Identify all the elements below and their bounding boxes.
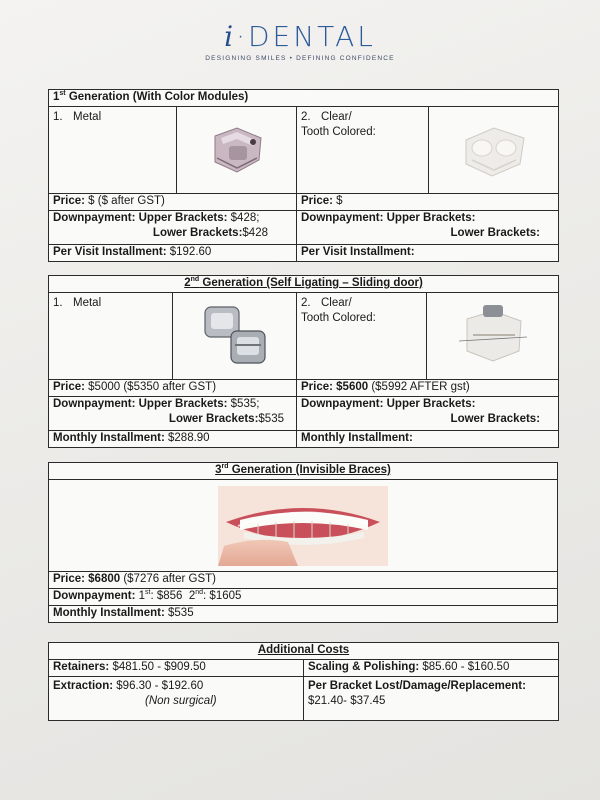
gen1-metal-label: 1. Metal <box>49 107 177 194</box>
scaling-polishing-cost: Scaling & Polishing: $85.60 - $160.50 <box>304 660 559 677</box>
gen1-clear-price: Price: $ <box>297 194 559 211</box>
logo-tagline: DESIGNING SMILES • DEFINING CONFIDENCE <box>205 55 395 62</box>
gen1-clear-downpayment: Downpayment: Upper Brackets: Lower Brackets: <box>297 211 559 245</box>
gen1-metal-price: Price: $ ($ after GST) <box>49 194 297 211</box>
gen1-metal-installment: Per Visit Installment: $192.60 <box>49 245 297 262</box>
gen1-table <box>48 89 559 262</box>
additional-costs-title: Additional Costs <box>49 643 559 660</box>
gen2-clear-installment: Monthly Installment: <box>297 431 559 448</box>
gen2-metal-downpayment: Downpayment: Upper Brackets: $535; Lower Brackets:$535 <box>49 397 297 431</box>
gen1-metal-downpayment: Downpayment: Upper Brackets: $428; Lower Brackets:$428 <box>49 211 297 245</box>
gen3-aligner-image <box>49 480 558 572</box>
logo-wordmark: i·DENTAL <box>224 20 376 53</box>
gen1-clear-installment: Per Visit Installment: <box>297 245 559 262</box>
gen2-clear-price: Price: $5600 ($5992 AFTER gst) <box>297 380 559 397</box>
gen2-metal-price: Price: $5000 ($5350 after GST) <box>49 380 297 397</box>
gen1-metal-bracket-image <box>177 107 297 194</box>
gen3-table <box>48 462 558 623</box>
additional-costs-table <box>48 642 559 721</box>
gen2-title: 2nd Generation (Self Ligating – Sliding door) <box>49 276 559 293</box>
gen3-price: Price: $6800 ($7276 after GST) <box>49 572 558 589</box>
gen2-clear-downpayment: Downpayment: Upper Brackets: Lower Brackets: <box>297 397 559 431</box>
gen3-title: 3rd Generation (Invisible Braces) <box>49 463 558 480</box>
gen3-downpayment: Downpayment: 1st: $856 2nd: $1605 <box>49 589 558 606</box>
logo <box>0 20 600 62</box>
bracket-replacement-value: $21.40- $37.45 <box>308 695 386 707</box>
gen2-metal-bracket-image <box>173 293 297 380</box>
gen2-metal-installment: Monthly Installment: $288.90 <box>49 431 297 448</box>
retainers-cost: Retainers: $481.50 - $909.50 <box>49 660 304 677</box>
gen2-table <box>48 275 559 448</box>
bracket-replacement-cost: Per Bracket Lost/Damage/Replacement: $21.40- $37.45 <box>304 677 559 721</box>
extraction-cost: Extraction: $96.30 - $192.60 (Non surgical) <box>49 677 304 721</box>
gen1-clear-label: 2. Clear/ Tooth Colored: <box>297 107 429 194</box>
gen2-metal-label: 1. Metal <box>49 293 173 380</box>
gen3-installment: Monthly Installment: $535 <box>49 606 558 623</box>
extraction-note: (Non surgical) <box>145 695 217 707</box>
gen2-clear-label: 2. Clear/ Tooth Colored: <box>297 293 427 380</box>
gen1-title: 1st Generation (With Color Modules) <box>49 90 559 107</box>
gen1-clear-bracket-image <box>429 107 559 194</box>
gen2-clear-bracket-image <box>427 293 559 380</box>
